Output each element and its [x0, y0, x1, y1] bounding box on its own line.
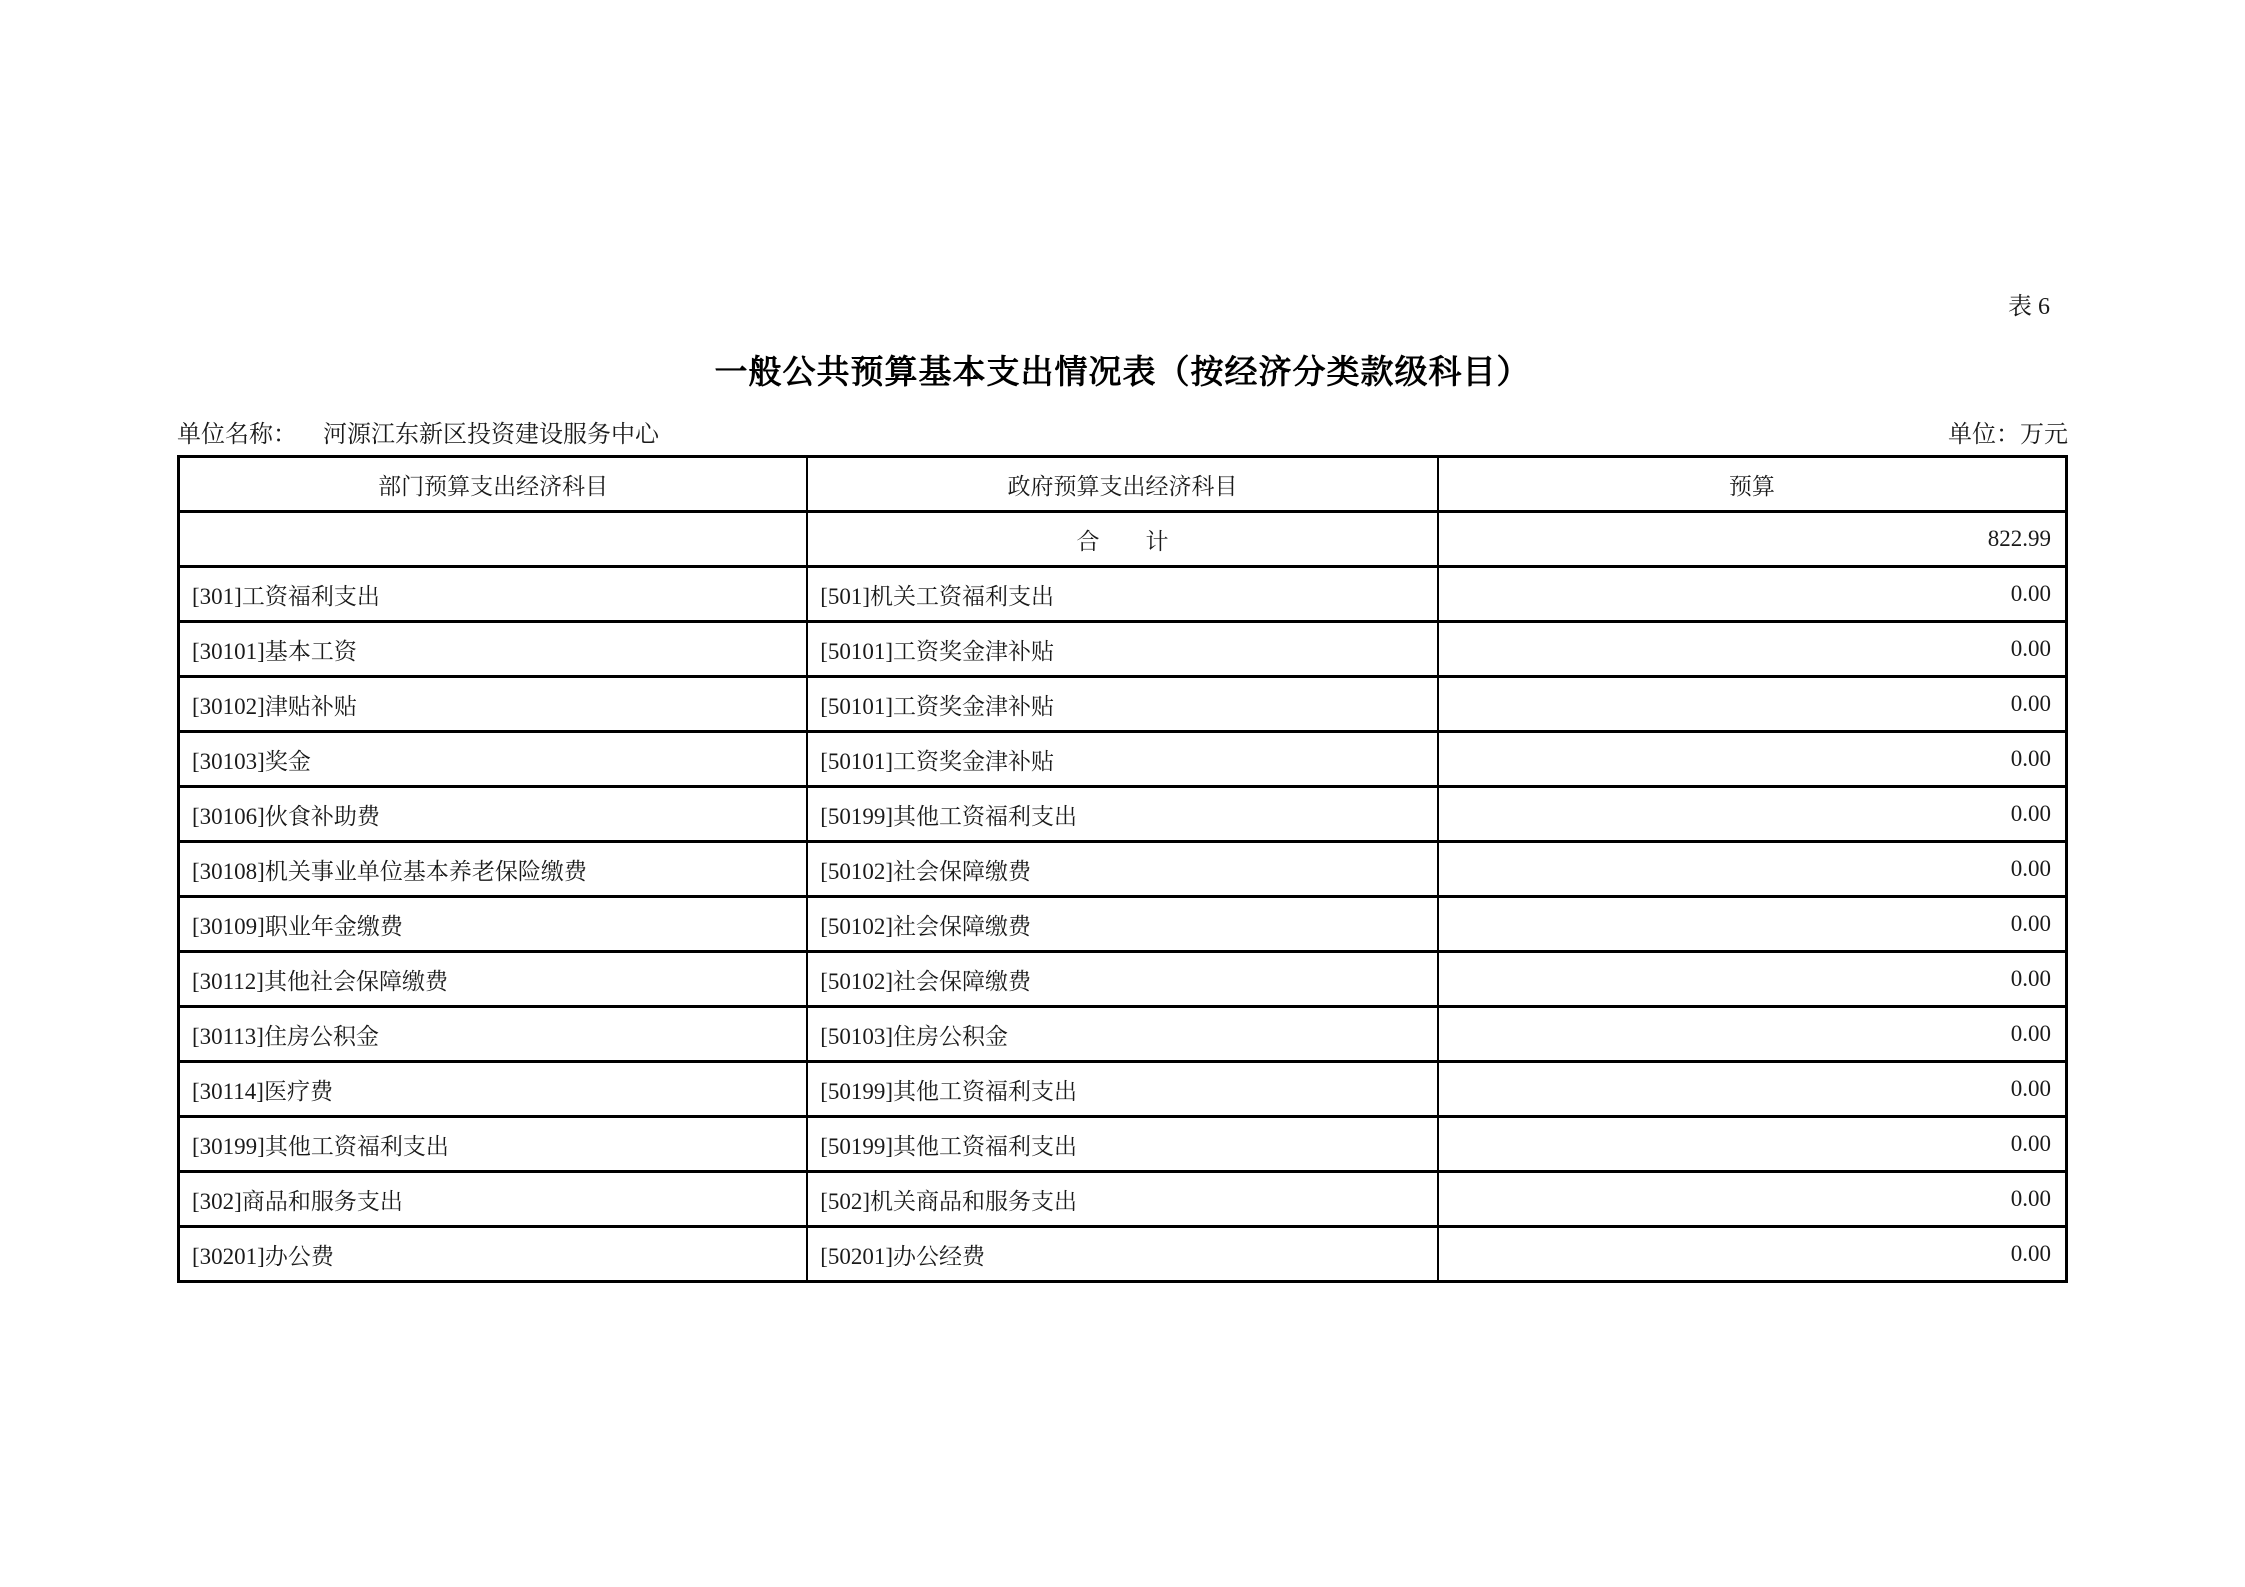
cell-budget-value: 0.00 — [1438, 842, 2067, 897]
cell-dept-subject: [30199]其他工资福利支出 — [179, 1117, 808, 1172]
cell-budget-value: 0.00 — [1438, 787, 2067, 842]
table-row — [179, 897, 2067, 952]
cell-gov-subject: [50199]其他工资福利支出 — [807, 1117, 1438, 1172]
cell-gov-subject: [50199]其他工资福利支出 — [807, 787, 1438, 842]
cell-budget-value: 0.00 — [1438, 677, 2067, 732]
cell-budget-value: 0.00 — [1438, 732, 2067, 787]
cell-gov-subject: [50102]社会保障缴费 — [807, 842, 1438, 897]
table-row — [179, 1007, 2067, 1062]
cell-dept-subject: [301]工资福利支出 — [179, 567, 808, 622]
cell-budget-value: 0.00 — [1438, 1227, 2067, 1282]
table-row — [179, 1117, 2067, 1172]
cell-budget-value: 0.00 — [1438, 1117, 2067, 1172]
unit-name-line — [177, 414, 659, 449]
cell-gov-subject: [50101]工资奖金津补贴 — [807, 732, 1438, 787]
budget-table — [177, 455, 2068, 1283]
cell-dept-subject: [30201]办公费 — [179, 1227, 808, 1282]
table-row — [179, 1227, 2067, 1282]
cell-dept-subject: [30108]机关事业单位基本养老保险缴费 — [179, 842, 808, 897]
header-row — [179, 457, 2067, 512]
total-label-cell: 合 计 — [807, 512, 1438, 567]
unit-name-value: 河源江东新区投资建设服务中心 — [323, 422, 659, 448]
header-gov-subject: 政府预算支出经济科目 — [807, 457, 1438, 512]
cell-dept-subject: [30102]津贴补贴 — [179, 677, 808, 732]
cell-dept-subject: [30103]奖金 — [179, 732, 808, 787]
total-value-cell: 822.99 — [1438, 512, 2067, 567]
table-row — [179, 567, 2067, 622]
cell-budget-value: 0.00 — [1438, 567, 2067, 622]
cell-gov-subject: [501]机关工资福利支出 — [807, 567, 1438, 622]
cell-budget-value: 0.00 — [1438, 952, 2067, 1007]
cell-dept-subject: [30109]职业年金缴费 — [179, 897, 808, 952]
cell-gov-subject: [50201]办公经费 — [807, 1227, 1438, 1282]
cell-gov-subject: [50103]住房公积金 — [807, 1007, 1438, 1062]
table-row — [179, 677, 2067, 732]
table-row — [179, 842, 2067, 897]
cell-dept-subject: [30112]其他社会保障缴费 — [179, 952, 808, 1007]
header-dept-subject: 部门预算支出经济科目 — [179, 457, 808, 512]
table-row — [179, 787, 2067, 842]
total-dept-cell — [179, 512, 808, 567]
meta-row — [177, 414, 2068, 449]
table-row — [179, 952, 2067, 1007]
table-row — [179, 1062, 2067, 1117]
cell-dept-subject: [302]商品和服务支出 — [179, 1172, 808, 1227]
cell-dept-subject: [30101]基本工资 — [179, 622, 808, 677]
cell-budget-value: 0.00 — [1438, 622, 2067, 677]
table-number-label: 表 6 — [2008, 294, 2050, 320]
cell-budget-value: 0.00 — [1438, 1172, 2067, 1227]
cell-gov-subject: [50199]其他工资福利支出 — [807, 1062, 1438, 1117]
cell-budget-value: 0.00 — [1438, 1007, 2067, 1062]
budget-table-body — [179, 512, 2067, 1282]
currency-unit-label: 单位：万元 — [1948, 422, 2068, 448]
cell-gov-subject: [50102]社会保障缴费 — [807, 897, 1438, 952]
cell-dept-subject: [30106]伙食补助费 — [179, 787, 808, 842]
unit-name-label: 单位名称： — [177, 422, 297, 448]
cell-budget-value: 0.00 — [1438, 897, 2067, 952]
cell-gov-subject: [502]机关商品和服务支出 — [807, 1172, 1438, 1227]
cell-budget-value: 0.00 — [1438, 1062, 2067, 1117]
cell-dept-subject: [30114]医疗费 — [179, 1062, 808, 1117]
cell-dept-subject: [30113]住房公积金 — [179, 1007, 808, 1062]
cell-gov-subject: [50101]工资奖金津补贴 — [807, 622, 1438, 677]
table-row — [179, 1172, 2067, 1227]
table-row — [179, 732, 2067, 787]
page-title: 一般公共预算基本支出情况表（按经济分类款级科目） — [714, 355, 1531, 391]
table-row — [179, 622, 2067, 677]
cell-gov-subject: [50101]工资奖金津补贴 — [807, 677, 1438, 732]
header-budget: 预算 — [1438, 457, 2067, 512]
cell-gov-subject: [50102]社会保障缴费 — [807, 952, 1438, 1007]
total-row — [179, 512, 2067, 567]
